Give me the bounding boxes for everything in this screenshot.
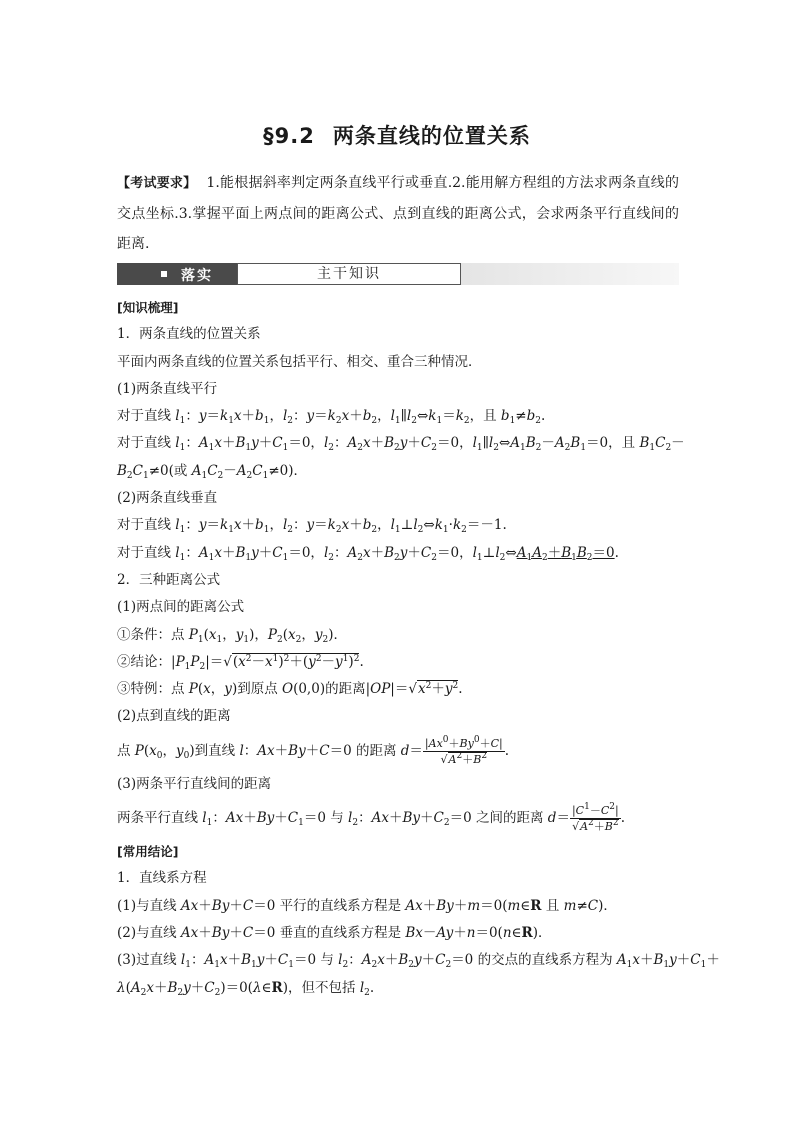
section-banner [117,263,679,285]
c1-parallel-family: (1)与直线 Ax＋By＋C＝0 平行的直线系方程是 Ax＋By＋m＝0(m∈R 且 m≠C)． [117,897,617,914]
s2-title: 2．三种距离公式 [117,571,221,588]
s1-title: 1．两条直线的位置关系 [117,326,261,343]
parallel-general-formula-1: 对于直线 $l_1$：$A_1x+B_1y+C_1=0$，$l_2$：$A_2x+B_2y+C_2=0$，$l_1\parallel l_2\Leftrightarrow A_1B_2-A_2B_1=0$，且 $B_1C_2-$ [117,435,685,454]
d3-formula: 两条平行直线 $l_1$：$Ax+By+C_1=0$ 与 $l_2$：$Ax+By+C_2=0$ 之间的距离 d＝ $\frac{|C^1-C^2|}{√A^2+B^2}$ . [117,802,625,834]
conclusions-heading: [常用结论] [117,844,179,860]
perp-slope-formula: 对于直线 $l_1$：$y=k_1x+b_1$，$l_2$：$y=k_2x+b_2$，$l_1\perp l_2\Leftrightarrow k_1\cdot k_2=-1$. [117,517,507,536]
d1-condition: ①条件：点 $P_1(x_1$，$y_1$)，$P_2(x_2$，$y_2$)． [117,626,348,645]
section-number: §9.2 [263,124,315,148]
exam-requirements-text: 1.能根据斜率判定两条直线平行或垂直.2.能用解方程组的方法求两条直线的交点坐标.3.掌握平面上两点间的距离公式、点到直线的距离公式，会求两条平行直线间的距离. [117,175,679,252]
section-title: 两条直线的位置关系 [332,124,531,148]
c1-title: 1．直线系方程 [117,870,207,887]
square-bullet-icon [161,271,167,277]
banner-dark-label: 落实 [181,268,213,284]
parallel-slope-formula: 对于直线 $l_1$：$y=k_1x+b_1$，$l_2$：$y=k_2x+b_2$，$l_1\parallel l_2\Leftrightarrow k_1=k_2$，且 $b_1\ne b_2$. [117,408,546,427]
d1-conclusion: ②结论：$|P_1P_2|=√(x^2-x^1)^2+(y^2-y^1)^2$. [117,653,364,672]
d2-formula: 点 $P(x_0$，$y_0$)到直线 l：Ax＋By＋C＝0 的距离 d＝ $\frac{|Ax^0+By^0+C|}{√A^2+B^2}$ . [117,734,509,766]
d2-title: (2)点到直线的距离 [117,708,231,725]
parallel-title: (1)两条直线平行 [117,380,218,397]
d1-special-case: ③特例：点 P(x，y)到原点 O(0,0)的距离$|OP|=√x^2+y^2$. [117,681,463,698]
d1-title: (1)两点间的距离公式 [117,599,245,616]
page-title [0,120,794,150]
exam-requirements-label: 【考试要求】 [117,176,197,191]
c1-intersection-family-2: $\lambda(A_2x+B_2y+C_2)=0(\lambda\in R)$，但不包括 $l_2$. [117,979,375,998]
d3-title: (3)两条平行直线间的距离 [117,775,272,792]
banner-dark-block [117,263,237,285]
parallel-general-formula-2: $B_2C_1\ne 0$(或 $A_1C_2-A_2C_1\ne 0$)． [117,462,307,481]
c1-perp-family: (2)与直线 Ax＋By＋C＝0 垂直的直线系方程是 Bx－Ay＋n＝0(n∈R)． [117,924,552,941]
main-content [117,294,720,1002]
exam-requirements [117,168,679,259]
perp-title: (2)两条直线垂直 [117,490,218,507]
knowledge-heading: [知识梳理] [117,300,179,315]
banner-tab-label: 主干知识 [237,263,461,285]
s1-intro: 平面内两条直线的位置关系包括平行、相交、重合三种情况． [117,353,482,370]
c1-intersection-family-1: (3)过直线 $l_1$：$A_1x+B_1y+C_1=0$ 与 $l_2$：$A_2x+B_2y+C_2=0$ 的交点的直线系方程为 $A_1x+B_1y+C_1+$ [117,952,720,971]
perp-general-formula: 对于直线 $l_1$：$A_1x+B_1y+C_1=0$，$l_2$：$A_2x+B_2y+C_2=0$，$l_1\perp l_2\Leftrightarrow A_1A_2+B_1B_2=0$. [117,544,619,563]
